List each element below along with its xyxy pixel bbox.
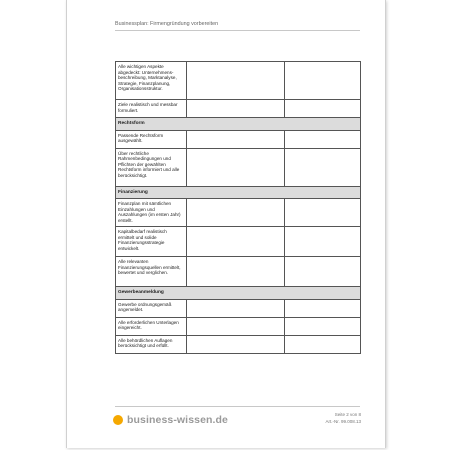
checklist-item-text: Ziele realistisch und messbar formuliert. <box>116 100 187 118</box>
checklist-cell-status[interactable] <box>285 148 361 186</box>
checklist-cell-status[interactable] <box>285 335 361 353</box>
checklist-item-text: Gewerbe ordnungsgemäß angemeldet. <box>116 299 187 317</box>
logo-text: business-wissen.de <box>127 414 229 426</box>
checklist-row <box>116 100 361 118</box>
checklist-row <box>116 317 361 335</box>
checklist-row <box>116 148 361 186</box>
checklist-cell-notes[interactable] <box>187 148 285 186</box>
checklist-row <box>116 130 361 148</box>
checklist-cell-notes[interactable] <box>187 227 285 257</box>
checklist-cell-status[interactable] <box>285 317 361 335</box>
checklist-cell-status[interactable] <box>285 100 361 118</box>
checklist-item-text: Alle wichtigen Aspekte abgedeckt: Unternehmens-beschreibung, Marktanalyse, Strategie, Finanzplanung, Organisationsstruktur. <box>116 62 187 100</box>
checklist-item-text: Alle erforderlichen Unterlagen eingereicht. <box>116 317 187 335</box>
section-row <box>116 186 361 199</box>
checklist-cell-status[interactable] <box>285 62 361 100</box>
checklist-table <box>115 61 361 354</box>
checklist-cell-notes[interactable] <box>187 199 285 227</box>
footer-meta <box>325 412 361 425</box>
logo-dot-icon <box>113 415 123 425</box>
checklist-cell-status[interactable] <box>285 227 361 257</box>
checklist-cell-status[interactable] <box>285 130 361 148</box>
checklist-body <box>116 62 361 354</box>
section-heading: Rechtsform <box>116 118 361 131</box>
section-row <box>116 118 361 131</box>
checklist-cell-status[interactable] <box>285 199 361 227</box>
checklist-item-text: Passende Rechtsform ausgewählt. <box>116 130 187 148</box>
title-divider <box>115 30 360 31</box>
checklist-row <box>116 199 361 227</box>
checklist-row <box>116 335 361 353</box>
document-page <box>66 0 386 448</box>
checklist-item-text: Kapitalbedarf realistisch ermittelt und solide Finanzierungsstrategie entwickelt. <box>116 227 187 257</box>
footer-divider <box>115 406 360 407</box>
checklist-row <box>116 257 361 287</box>
page-number: Seite 2 von 8 <box>334 412 361 417</box>
checklist-cell-notes[interactable] <box>187 317 285 335</box>
section-heading: Finanzierung <box>116 186 361 199</box>
checklist-item-text: Über rechtliche Rahmenbedingungen und Pflichten der gewählten Rechtsform informiert und alle berücksichtigt. <box>116 148 187 186</box>
checklist-cell-notes[interactable] <box>187 130 285 148</box>
checklist-item-text: Alle relevanten Finanzierungsquellen ermittelt, bewertet und verglichen. <box>116 257 187 287</box>
article-number: Art.-Nr. 99.008.13 <box>325 418 361 424</box>
section-heading: Gewerbeanmeldung <box>116 287 361 300</box>
checklist-cell-notes[interactable] <box>187 62 285 100</box>
checklist-cell-notes[interactable] <box>187 299 285 317</box>
brand-logo <box>113 414 228 426</box>
checklist-cell-status[interactable] <box>285 257 361 287</box>
section-row <box>116 287 361 300</box>
checklist-cell-status[interactable] <box>285 299 361 317</box>
checklist-row <box>116 227 361 257</box>
checklist-row <box>116 62 361 100</box>
document-title: Businessplan: Firmengründung vorbereiten <box>115 21 219 27</box>
checklist-cell-notes[interactable] <box>187 257 285 287</box>
checklist-item-text: Alle behördlichen Auflagen berücksichtigt und erfüllt. <box>116 335 187 353</box>
checklist-row <box>116 299 361 317</box>
checklist-item-text: Finanzplan mit sämtlichen Einzahlungen und Auszahlungen (im ersten Jahr) erstellt. <box>116 199 187 227</box>
checklist-cell-notes[interactable] <box>187 100 285 118</box>
checklist-cell-notes[interactable] <box>187 335 285 353</box>
